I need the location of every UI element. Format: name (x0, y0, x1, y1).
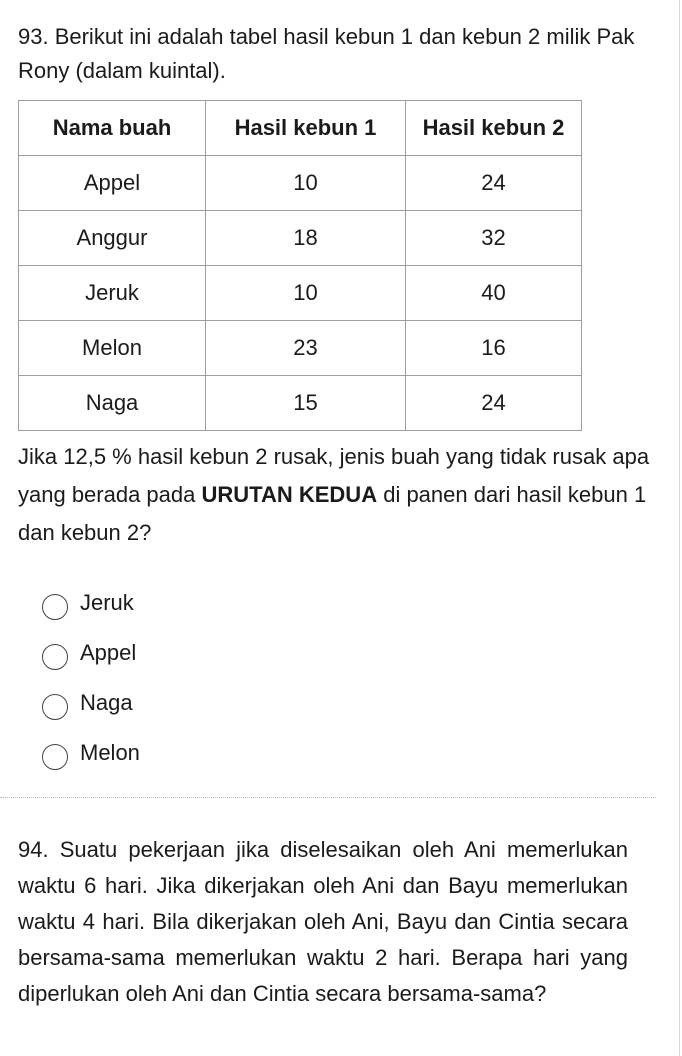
question-94-text: 94. Suatu pekerjaan jika diselesaikan oleh Ani memerlukan waktu 6 hari. Jika dikerjakan oleh Ani dan Bayu memerlukan waktu 4 hari. Bila dikerjakan oleh Ani, Bayu dan Cintia secara bersama-sama memerlukan waktu 2 hari. Berapa hari yang diperlukan oleh Ani dan Cintia secara bersama-sama? (18, 837, 628, 1006)
header-garden-1: Hasil kebun 1 (206, 101, 406, 156)
option-label: Melon (80, 740, 140, 765)
radio-button-icon[interactable] (42, 644, 68, 670)
cell-fruit: Melon (19, 321, 206, 376)
cell-garden-2: 24 (406, 156, 582, 211)
answer-options (42, 578, 140, 778)
cell-garden-2: 24 (406, 376, 582, 431)
followup-text-before: Jika 12,5 % hasil kebun 2 rusak, jenis buah yang tidak rusak apa yang berada pada (18, 444, 650, 507)
table-header-row (19, 101, 582, 156)
header-fruit-name: Nama buah (19, 101, 206, 156)
cell-garden-1: 10 (206, 266, 406, 321)
radio-button-icon[interactable] (42, 694, 68, 720)
table-row (19, 266, 582, 321)
option-label: Jeruk (80, 590, 134, 615)
cell-garden-1: 23 (206, 321, 406, 376)
cell-fruit: Appel (19, 156, 206, 211)
page-edge-line (679, 0, 680, 1056)
option-appel[interactable] (42, 628, 140, 678)
header-garden-2: Hasil kebun 2 (406, 101, 582, 156)
question-93 (18, 20, 658, 88)
cell-garden-2: 16 (406, 321, 582, 376)
followup-emphasis: URUTAN KEDUA (201, 482, 378, 507)
table-row (19, 321, 582, 376)
radio-button-icon[interactable] (42, 594, 68, 620)
option-label: Appel (80, 640, 137, 665)
cell-fruit: Jeruk (19, 266, 206, 321)
harvest-table (18, 100, 582, 431)
cell-garden-1: 10 (206, 156, 406, 211)
cell-garden-2: 40 (406, 266, 582, 321)
cell-garden-2: 32 (406, 211, 582, 266)
cell-garden-1: 18 (206, 211, 406, 266)
table-row (19, 376, 582, 431)
question-93-text: 93. Berikut ini adalah tabel hasil kebun 1 dan kebun 2 milik Pak Rony (dalam kuintal). (18, 24, 635, 83)
option-label: Naga (80, 690, 133, 715)
table-row (19, 156, 582, 211)
cell-garden-1: 15 (206, 376, 406, 431)
radio-button-icon[interactable] (42, 744, 68, 770)
table-row (19, 211, 582, 266)
cell-fruit: Naga (19, 376, 206, 431)
question-93-followup (18, 438, 658, 552)
option-naga[interactable] (42, 678, 140, 728)
option-jeruk[interactable] (42, 578, 140, 628)
followup-text-after: di panen dari hasil kebun 1 dan kebun 2? (18, 482, 647, 545)
question-divider (0, 797, 656, 798)
cell-fruit: Anggur (19, 211, 206, 266)
option-melon[interactable] (42, 728, 140, 778)
